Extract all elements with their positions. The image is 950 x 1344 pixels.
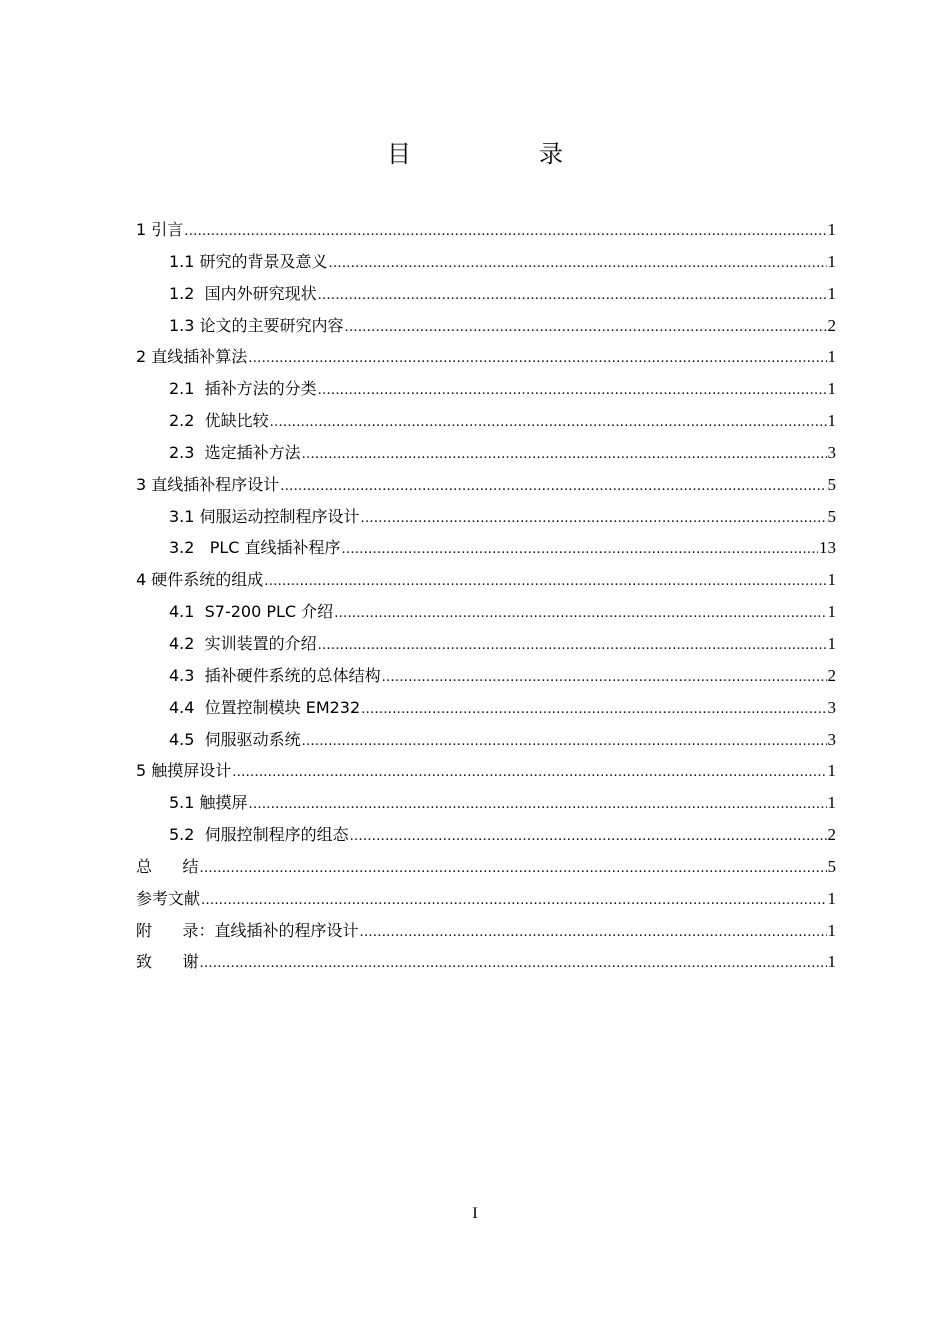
toc-entry-page-number: 1 xyxy=(827,220,836,239)
toc-entry-page-number: 1 xyxy=(827,379,836,399)
dot-leader xyxy=(329,248,827,280)
toc-entry[interactable] xyxy=(136,532,836,564)
toc-entry[interactable] xyxy=(136,469,836,501)
dot-leader xyxy=(361,694,826,726)
dot-leader xyxy=(318,375,827,407)
toc-entry-page-number: 13 xyxy=(819,538,836,558)
toc-entry[interactable] xyxy=(136,787,836,819)
dot-leader xyxy=(302,439,827,471)
dot-leader xyxy=(382,662,827,694)
toc-entry[interactable] xyxy=(136,214,836,246)
toc-entry[interactable] xyxy=(136,883,836,915)
toc-entry-label: 1.1 研究的背景及意义 xyxy=(169,251,328,271)
toc-entry-page-number: 1 xyxy=(827,602,836,622)
toc-entry[interactable] xyxy=(136,246,836,278)
dot-leader xyxy=(201,885,826,917)
toc-entry[interactable] xyxy=(136,341,836,373)
toc-entry[interactable] xyxy=(136,564,836,596)
toc-entry-page-number: 1 xyxy=(827,761,836,781)
dot-leader xyxy=(249,789,827,821)
dot-leader xyxy=(360,917,827,949)
toc-entry-label: 2 直线插补算法 xyxy=(136,347,248,367)
dot-leader xyxy=(200,948,827,980)
toc-entry-label: 4.3 插补硬件系统的总体结构 xyxy=(169,665,381,685)
toc-entry-label: 参考文献 xyxy=(136,888,201,908)
toc-entry-label: 3.2 PLC 直线插补程序 xyxy=(169,538,341,558)
toc-entry-page-number: 1 xyxy=(827,347,836,367)
dot-leader xyxy=(302,726,827,758)
toc-entry-page-number: 5 xyxy=(827,474,836,494)
dot-leader xyxy=(232,757,826,789)
dot-leader xyxy=(248,343,826,375)
toc-entry-label: 2.2 优缺比较 xyxy=(169,411,269,431)
toc-entry-page-number: 1 xyxy=(827,570,836,590)
toc-entry-page-number: 1 xyxy=(827,411,836,431)
toc-entry-label: 4.1 S7-200 PLC 介绍 xyxy=(169,602,334,622)
toc-entry-label: 5 触摸屏设计 xyxy=(136,761,232,781)
toc-entry-page-number: 1 xyxy=(827,793,836,813)
toc-entry-page-number: 3 xyxy=(827,729,836,749)
dot-leader xyxy=(361,503,827,535)
toc-entry[interactable] xyxy=(136,755,836,787)
toc-entry-page-number: 2 xyxy=(827,665,836,685)
toc-entry-label: 致 谢 xyxy=(136,952,199,972)
toc-entry[interactable] xyxy=(136,692,836,724)
toc-entry-label: 3.1 伺服运动控制程序设计 xyxy=(169,506,360,526)
toc-entry[interactable] xyxy=(136,405,836,437)
toc-entry-page-number: 1 xyxy=(827,251,836,271)
toc-entry[interactable] xyxy=(136,660,836,692)
toc-entry-label: 总 结 xyxy=(136,856,199,876)
dot-leader xyxy=(184,216,826,248)
toc-entry-page-number: 1 xyxy=(827,952,836,972)
toc-entry-label: 4.4 位置控制模块 EM232 xyxy=(169,697,361,717)
toc-entry-label: 1.2 国内外研究现状 xyxy=(169,283,317,303)
toc-entry-label: 附 录：直线插补的程序设计 xyxy=(136,920,359,940)
toc-entry-page-number: 1 xyxy=(827,283,836,303)
toc-entry[interactable] xyxy=(136,915,836,947)
dot-leader xyxy=(270,407,827,439)
toc-entry-page-number: 3 xyxy=(827,442,836,462)
toc-entry[interactable] xyxy=(136,946,836,978)
toc-entry-label: 4.2 实训装置的介绍 xyxy=(169,633,317,653)
toc-entry-page-number: 1 xyxy=(827,888,836,908)
toc-entry-page-number: 5 xyxy=(827,506,836,526)
dot-leader xyxy=(200,853,827,885)
page-number: I xyxy=(472,1205,478,1222)
dot-leader xyxy=(318,630,827,662)
toc-entry-label: 3 直线插补程序设计 xyxy=(136,474,280,494)
toc-entry[interactable] xyxy=(136,373,836,405)
toc-entry-label: 4 硬件系统的组成 xyxy=(136,570,264,590)
toc-entry[interactable] xyxy=(136,596,836,628)
toc-entry[interactable] xyxy=(136,437,836,469)
toc-entry-label: 4.5 伺服驱动系统 xyxy=(169,729,301,749)
toc-entry[interactable] xyxy=(136,310,836,342)
toc-entry-page-number: 1 xyxy=(827,633,836,653)
toc-entry[interactable] xyxy=(136,819,836,851)
dot-leader xyxy=(318,280,827,312)
toc-entry-label: 5.2 伺服控制程序的组态 xyxy=(169,825,349,845)
dot-leader xyxy=(264,566,826,598)
toc-entry[interactable] xyxy=(136,724,836,756)
toc-entry-label: 5.1 触摸屏 xyxy=(169,793,248,813)
toc-entry[interactable] xyxy=(136,278,836,310)
toc-entry-label: 1 引言 xyxy=(136,220,184,239)
dot-leader xyxy=(342,534,818,566)
toc-entry-page-number: 1 xyxy=(827,920,836,940)
toc-entry[interactable] xyxy=(136,501,836,533)
toc-entry-label: 2.3 选定插补方法 xyxy=(169,442,301,462)
toc-entry-page-number: 3 xyxy=(827,697,836,717)
dot-leader xyxy=(350,821,827,853)
dot-leader xyxy=(345,312,827,344)
toc-entry-label: 1.3 论文的主要研究内容 xyxy=(169,315,344,335)
table-of-contents xyxy=(136,214,836,978)
toc-entry-label: 2.1 插补方法的分类 xyxy=(169,379,317,399)
toc-entry-page-number: 2 xyxy=(827,315,836,335)
toc-entry-page-number: 5 xyxy=(827,856,836,876)
toc-entry-page-number: 2 xyxy=(827,825,836,845)
toc-entry[interactable] xyxy=(136,628,836,660)
toc-entry[interactable] xyxy=(136,851,836,883)
dot-leader xyxy=(280,471,826,503)
dot-leader xyxy=(334,598,826,630)
page-title: 目 录 xyxy=(387,140,615,168)
